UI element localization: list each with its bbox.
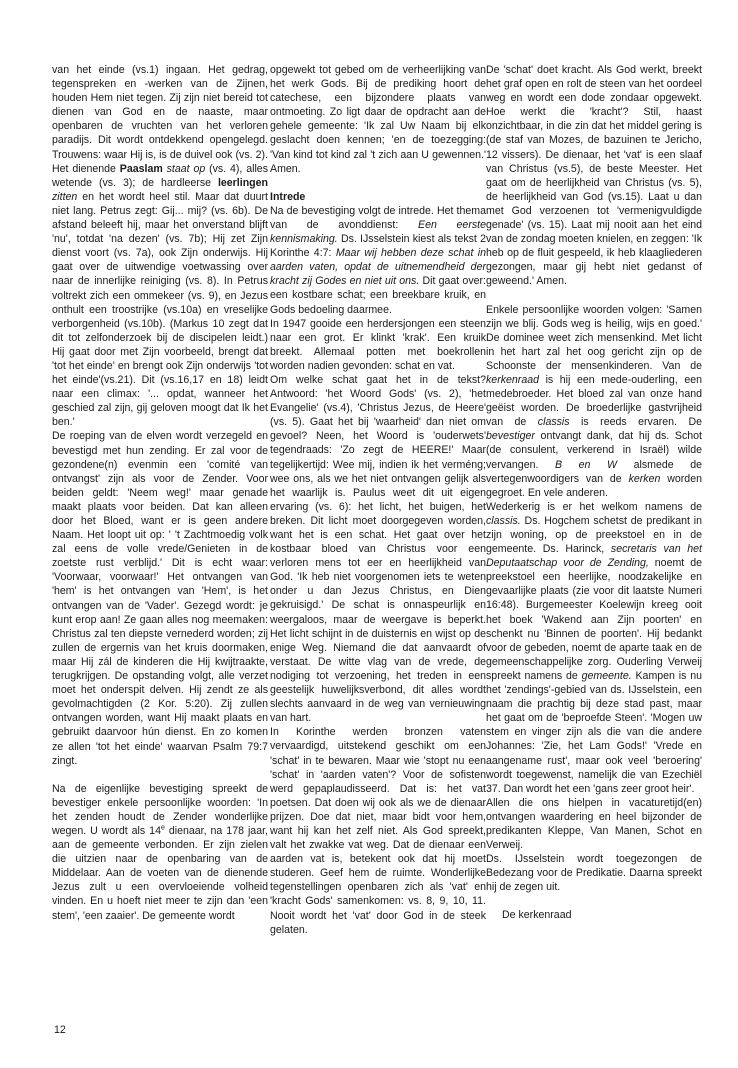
paragraph: Om welke schat gaat het in de tekst? Antwoord: 'het Woord Gods' (vs. 2), 'het Evangelie' (vs.4), 'Christus Jezus, de Heere' (vs. 5). Gaat het bij 'waarheid' dan niet om gevoel? Neen, het Woord is 'ouderwets' tegendraads: 'Zo zegt de HEERE!' Maar tegelijkertijd: Wee mij, indien ik het verméng; wee ons, als we het niet ontvangen gelijk als het waarlijk is. Paulus weet dit uit eigen ervaring (vs. 6): het licht, het buigen, het breken. Dit licht moet doorgegeven worden, want het is een schat. Het gaat over het kostbaar bloed van Christus voor een verloren mens tot eer en heerlijkheid van God. 'Ik heb niet voorgenomen iets te weten onder u dan Jezus Christus, en Dien gekruisigd.' De schat is onnaspeurlijk en weergaloos, maar de weergave is beperkt. Het licht schijnt in de duisternis en wijst op de enige Weg. Niemand die dat aanvaardt of verstaat. De witte vlag van de vrede, de nodiging tot verzoening, het treden in een geestelijk huwelijksverbond, dit alles wordt slechts aanvaard in de weg van vernieuwing van hart.: [270, 373, 486, 725]
paragraph: Na de bevestiging volgt de intrede. Het thema van de avonddienst: Een eerste kennismaking. Ds. IJsselstein kiest als tekst 2 Korinthe 4:7: Maar wij hebben deze schat in aarden vaten, opdat de uitnemendheid der kracht zij Godes en niet uit ons. Dit gaat over: een kostbare schat; een breekbare kruik, en Gods bedoeling daarmee.: [270, 204, 486, 316]
paragraph: In Korinthe werden bronzen vaten vervaardigd, uitstekend geschikt om een 'schat' in te bewaren. Maar wie 'stopt nu een 'schat' in 'aarden vaten'? Voor de sofisten werd gepaplaudisseerd. Dat is: het vat poetsen. Dat doen wij ook als we de dienaar prijzen. Doe dat niet, maar bidt voor hem, want hij kan het zelf niet. Als God spreekt, valt het zwakke vat weg. Dat de dienaar een aarden vat is, betekent ook dat hij moet studeren. Geef hem de ruimte. Wonderlijke tegenstellingen openbaren zich als 'vat' en 'kracht Gods' samenkomen: vs. 8, 9, 10, 11. Nooit wordt het 'vat' door God in de steek gelaten.: [270, 726, 486, 936]
section-heading: Intrede: [270, 190, 306, 203]
paragraph: In 1947 gooide een herdersjongen een steen naar een grot. Er klinkt 'krak'. Een kruik breekt. Allemaal potten met boekrollen worden nadien gevonden: schat en vat.: [270, 317, 486, 372]
paragraph: Wederkerig is er het welkom namens de classis. Ds. Hogchem schetst de predikant in zijn woning, op de preekstoel en in de gemeente. Ds. Harinck, secretaris van het Deputaatschap voor de Zending, noemt de preekstoel een heerlijke, noodzakelijke en gevaarlijke plaats (zie voor dit laatste Numeri 16:48). Burgemeester Koelewijn kreeg ooit het boek 'Wakend aan Zijn poorten' en schenkt nu 'Binnen de poorten'. Hij bedankt voor de gebeden, noemt de aparte taak en de gemeenschappelijke zorg. Ouderling Verweij spreekt namens de gemeente. Kampen is nu het 'zendings'-gebied van ds. IJsselstein, een naam die prachtig bij deze stad past, maar het gaat om de 'beproefde Steen'. 'Mogen uw stem en vinger zijn als die van die andere Johannes: 'Zie, het Lam Gods!' 'Vrede en aangename rust', maar ook veel 'beroering' wordt toegewenst, namelijk die van Ezechiël 37. Dan wordt het een 'gans zeer groot heir'.: [486, 500, 702, 795]
paragraph: De roeping van de elven wordt verzegeld en bevestigd met hun zending. Er zal voor de gezondene(n) evenmin een 'comité van ontvangst' zijn als voor de Zender. Voor beiden geldt: 'Neem weg!' maar genade maakt plaats voor beiden. Dat kan alleen door het Bloed, want er is geen andere Naam. Het loopt uit op: ' 't Zachtmoedig volk zal eens de volle vrede/Genieten in de zoetste rust verblijd.' Dit is echt waar: 'Voorwaar, voorwaar!' Het ontvangen van 'hem' is het ontvangen van 'Hem', is het ontvangen van de 'Vader'. Gezegd wordt: je kunt erop aan! Ze gaan alles nog meemaken: Christus zal ten diepste vernederd worden; zij zullen de ergernis van het kruis doormaken, maar Hij zál de kinderen die Hij kwijtraakte, terugkrijgen. De opstanding volgt, alle verzet moet het onderspit delven. Hij zendt ze als gevolmachtigden (2 Kor. 5:20). Zij zullen ontvangen worden, want Hij maakt plaats en gebruikt daarvoor hún dienst. En zo komen ze allen 'tot het einde' waarvan Psalm 79:7 zingt.: [52, 430, 268, 767]
paragraph: Ds. IJsselstein wordt toegezongen de Bedezang voor de Predikatie. Daarna spreekt hij de zegen uit.: [486, 853, 702, 894]
page-number: 12: [54, 1024, 66, 1036]
paragraph: Na de eigenlijke bevestiging spreekt de bevestiger enkele persoonlijke woorden: 'In het zenden houdt de Zender wonderlijke wegen. U wordt als 14e dienaar, na 178 jaar, aan de gemeente verbonden. Er zijn zielen die uitzien naar de openbaring van de Middelaar. Aan de voeten van de dienende Jezus zult u een overvloeiende volheid vinden. En u hoeft niet meer te zijn dan 'een stem', 'een zaaier'. De gemeente wordt: [52, 782, 268, 922]
paragraph: Enkele persoonlijke woorden volgen: 'Samen zijn we blij. Gods weg is heilig, wijs en goed.' De dominee weet zich mensenkind. Met licht in het hart zal het oog gericht zijn op de Schoonste der mensenkinderen. Van de kerkenraad is hij een mede-ouderling, een medebroeder. Het bloed zal van onze hand geëist worden. De broederlijke gastvrijheid van de classis is reeds ervaren. De bevestiger ontvangt dank, dat hij ds. Schot (de consulent, verkerend in Israël) wilde vervangen. B en W alsmede de vertegenwoordigers van de kerken worden gegroet. En vele anderen.: [486, 303, 702, 499]
text-column-2: [270, 63, 486, 937]
paragraph: Allen die ons hielpen in vacaturetijd(en) ontvangen waardering en heel bijzonder de predikanten Kleppe, Van Manen, Schot en Verweij.: [486, 796, 702, 852]
paragraph: opgewekt tot gebed om de verheerlijking van het werk Gods. Bij de prediking hoort de catechese, een bijzondere plaats van ontmoeting. Zo ligt daar de opdracht aan de gehele gemeente: 'Ik zal Uw Naam bij elk geslacht doen kennen; 'en de toezegging: 'Van kind tot kind zal 't zich aan U gewennen.' Amen.: [270, 64, 486, 175]
text-column-3: [486, 63, 702, 923]
text-column-1: [52, 63, 268, 923]
paragraph: van het einde (vs.1) ingaan. Het gedrag, tegenspreken en -werken van de Zijnen, houden Hem niet tegen. Zij zijn niet bereid tot dienen van God en de naaste, maar openbaren de vruchten van het verloren paradijs. Dit wordt ontdekkend opengelegd. Trouwens: waar Hij is, is de duivel ook (vs. 2). Het dienende Paaslam staat op (vs. 4), alles wetende (vs. 3); de hardleerse leerlingen zitten en het wordt heel stil. Maar dat duurt niet lang. Petrus zegt: Gij... mij? (vs. 6b). De afstand beleeft hij, maar het onverstand blijft 'nu', totdat 'na dezen' (vs. 7b); Hij zet Zijn dienst voort (vs. 7a), ook Zijn onderwijs. Hij gaat over de uitwendige voetwassing over naar de innerlijke reiniging (vs. 8). In Petrus voltrekt zich een ommekeer (vs. 9), en Jezus onthult een troostrijke (vs.10a) en vreselijke verborgenheid (vs.10b). (Markus 10 zegt dat dit tot zelfonderzoek bij de discipelen leidt.) Hij gaat door met Zijn voorbeeld, brengt dat 'tot het einde' en brengt ook Zijn onderwijs 'tot het einde'(vs.21). Dit (vs.16,17 en 18) leidt naar een climax: '... opdat, wanneer het geschied zal zijn, gij geloven moogt dat Ik het ben.': [52, 64, 268, 429]
signature: De kerkenraad: [502, 909, 572, 922]
paragraph: De 'schat' doet kracht. Als God werkt, breekt het graf open en rolt de steen van het oordeel weg en wordt een dode zondaar opgewekt. Hoe werkt die 'kracht'? Stil, haast onzichtbaar, in die zin dat het middel gering is (de staf van Mozes, de bazuinen te Jericho, 12 vissers). De dienaar, het 'vat' is een slaaf van Christus (vs.5), de beste Meester. Het gaat om de heerlijkheid van Christus (vs. 5), de heerlijkheid van God (vs.15). Laat u dan met God verzoenen tot 'vermenigvuldigde genade' (vs. 15). Laat mij nooit aan het eind van de zondag moeten knielen, en zeggen: 'Ik heb op de fluit gespeeld, ik heb klaagliederen gezongen, maar gij hebt niet gedanst of geweend.' Amen.: [486, 64, 702, 288]
